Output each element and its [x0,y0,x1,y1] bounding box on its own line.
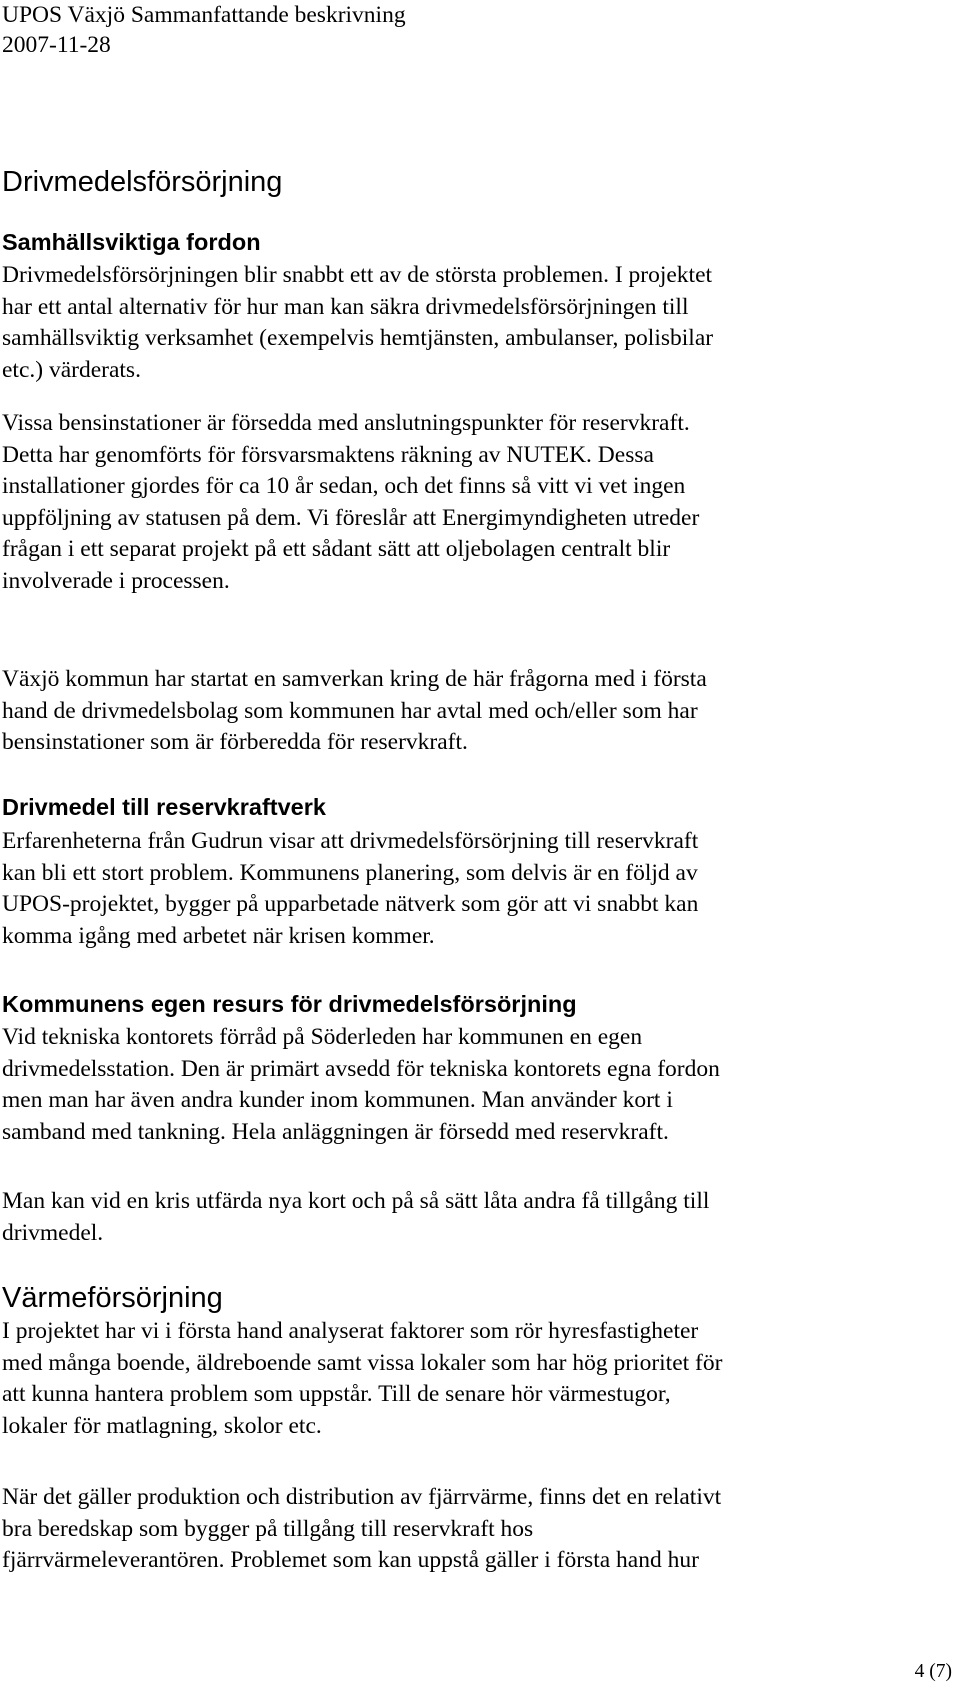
text-line: samhällsviktig verksamhet (exempelvis hemtjänsten, ambulanser, polisbilar [2,325,714,351]
text-line: Erfarenheterna från Gudrun visar att drivmedelsförsörjning till reservkraft [2,828,699,854]
text-line: Drivmedelsförsörjningen blir snabbt ett av de största problemen. I projektet [2,262,713,288]
text-line: frågan i ett separat projekt på ett sådant sätt att oljebolagen centralt blir [2,536,671,562]
text-line: bra beredskap som bygger på tillgång till reservkraft hos [2,1515,534,1542]
paragraph-vital-vehicles-3 [2,664,952,759]
text-line: I projektet har vi i första hand analyserat faktorer som rör hyresfastigheter [2,1318,699,1344]
text-line: drivmedelsstation. Den är primärt avsedd för tekniska kontorets egna fordon [2,1055,720,1082]
text-line: lokaler för matlagning, skolor etc. [2,1412,322,1439]
text-line: Vissa bensinstationer är försedda med anslutningspunkter för reservkraft. [2,410,690,436]
text-line: fjärrvärmeleverantören. Problemet som kan uppstå gäller i första hand hur [2,1547,699,1573]
paragraph-municipal-resource-2 [2,1186,952,1249]
text-line: uppföljning av statusen på dem. Vi föreslår att Energimyndigheten utreder [2,504,700,531]
text-line: När det gäller produktion och distribution av fjärrvärme, finns det en relativt [2,1484,722,1510]
page-header [2,0,406,60]
paragraph-heat-supply-2 [2,1482,952,1577]
subheading-power-plant-fuel: Drivmedel till reservkraftverk [2,794,326,820]
subheading-vital-vehicles: Samhällsviktiga fordon [2,229,261,255]
text-line: UPOS-projektet, bygger på upparbetade nätverk som gör att vi snabbt kan [2,891,699,917]
document-date: 2007-11-28 [2,32,111,58]
text-line: hand de drivmedelsbolag som kommunen har avtal med och/eller som har [2,697,698,724]
text-line: kan bli ett stort problem. Kommunens planering, som delvis är en följd av [2,859,698,886]
paragraph-power-plant-fuel [2,826,952,952]
text-line: involverade i processen. [2,567,230,594]
paragraph-heat-supply-1 [2,1316,952,1442]
page-number: 4 (7) [914,1661,952,1682]
text-line: Detta har genomförts för försvarsmaktens räkning av NUTEK. Dessa [2,441,654,468]
paragraph-vital-vehicles-2 [2,408,952,597]
text-line: Vid tekniska kontorets förråd på Söderleden har kommunen en egen [2,1024,643,1050]
heading-fuel-supply: Drivmedelsförsörjning [2,166,283,198]
text-line: drivmedel. [2,1219,104,1246]
text-line: komma igång med arbetet när krisen kommer. [2,922,435,949]
subheading-municipal-resource: Kommunens egen resurs för drivmedelsförsörjning [2,991,577,1017]
document-title: UPOS Växjö Sammanfattande beskrivning [2,2,406,28]
text-line: Växjö kommun har startat en samverkan kring de här frågorna med i första [2,666,707,692]
text-line: med många boende, äldreboende samt vissa lokaler som har hög prioritet för [2,1349,723,1376]
text-line: samband med tankning. Hela anläggningen är försedd med reservkraft. [2,1118,669,1145]
paragraph-municipal-resource-1 [2,1022,952,1148]
text-line: installationer gjordes för ca 10 år sedan, och det finns så vitt vi vet ingen [2,473,686,499]
text-line: har ett antal alternativ för hur man kan säkra drivmedelsförsörjningen till [2,293,689,320]
text-line: etc.) värderats. [2,356,141,383]
text-line: bensinstationer som är förberedda för reservkraft. [2,729,468,755]
heading-heat-supply: Värmeförsörjning [2,1282,223,1314]
text-line: Man kan vid en kris utfärda nya kort och på så sätt låta andra få tillgång till [2,1188,710,1214]
paragraph-vital-vehicles-1 [2,260,952,386]
text-line: att kunna hantera problem som uppstår. Till de senare hör värmestugor, [2,1381,671,1407]
text-line: men man har även andra kunder inom kommunen. Man använder kort i [2,1087,673,1113]
